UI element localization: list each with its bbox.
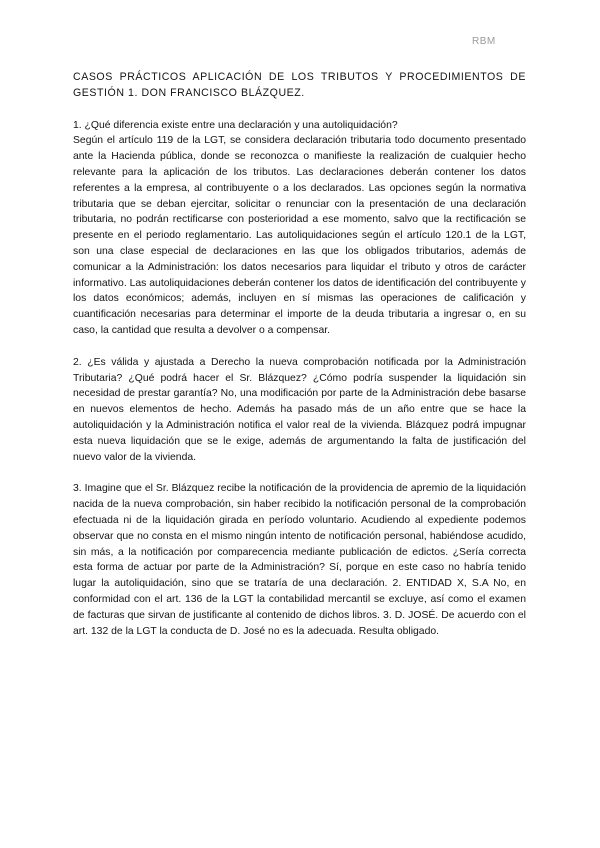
- section-3: [73, 481, 526, 639]
- question-1: 1. ¿Qué diferencia existe entre una declaración y una autoliquidación?: [73, 119, 398, 131]
- answer-2: No, una modificación por parte de la Administración debe basarse en nuevos elementos de hecho. Además ha pasado más de un año entre que se hace la autoliquidación y la Administración notifica el valor real de la vivienda. Blázquez podrá impugnar esta nueva liquidación que se le exige, además de argumentando la falta de justificación del nuevo valor de la vivienda.: [73, 388, 526, 463]
- document-body: [73, 70, 526, 655]
- section-1: [73, 118, 526, 339]
- question-2: 2. ¿Es válida y ajustada a Derecho la nueva comprobación notificada por la Administración Tributaria? ¿Qué podrá hacer el Sr. Blázquez? ¿Cómo podría suspender la liquidación sin necesidad de prestar garantía?: [73, 356, 526, 400]
- question-3: 3. Imagine que el Sr. Blázquez recibe la notificación de la providencia de apremio de la liquidación nacida de la nueva comprobación, sin haber recibido la notificación personal de la comprobación efectuada ni de la liquidación girada en período voluntario. Acudiendo al expediente podemos observar que no consta en el mismo ningún intento de notificación personal, habiéndose acudido, sin más, a la notificación por comparecencia mediante publicación de edictos. ¿Sería correcta esta forma de actuar por parte de la Administración?: [73, 483, 526, 574]
- answer-3: Sí, porque en este caso no habría tenido lugar la autoliquidación, sino que se trataría de una declaración. 2. ENTIDAD X, S.A No, en conformidad con el art. 136 de la LGT la contabilidad mercantil se excluye, así como el examen de facturas que sirvan de justificante al contenido de dichos libros. 3. D. JOSÉ. De acuerdo con el art. 132 de la LGT la conducta de D. José no es la adecuada. Resulta obligado.: [73, 562, 526, 637]
- document-title: CASOS PRÁCTICOS APLICACIÓN DE LOS TRIBUTOS Y PROCEDIMIENTOS DE GESTIÓN 1. DON FRANCISCO BLÁZQUEZ.: [73, 71, 526, 99]
- section-2: [73, 355, 526, 466]
- header-tag: RBM: [472, 36, 496, 47]
- answer-1: Según el artículo 119 de la LGT, se considera declaración tributaria todo documento presentado ante la Hacienda pública, donde se reconozca o manifieste la realización de cualquier hecho relevante para la aplicación de los tributos. Las declaraciones deberán contener los datos referentes a la empresa, al contribuyente o a los declarados. Las opciones según la normativa tributaria que se deban ejercitar, solicitar o renunciar con la presentación de una declaración tributaria, no podrán rectificarse con posterioridad a ese momento, salvo que la rectificación se presente en el periodo reglamentario. Las autoliquidaciones según el artículo 120.1 de la LGT, son una clase especial de declaraciones en las que los obligados tributarios, además de comunicar a la Administración: los datos necesarios para liquidar el tributo y otros de carácter informativo. Las autoliquidaciones deberán contener los datos de identificación del contribuyente y los datos económicos; además, incluyen en sí mismas las operaciones de calificación y cuantificación necesarias para determinar el importe de la deuda tributaria a ingresar o, en su caso, la cantidad que resulta a devolver o a compensar.: [73, 135, 526, 336]
